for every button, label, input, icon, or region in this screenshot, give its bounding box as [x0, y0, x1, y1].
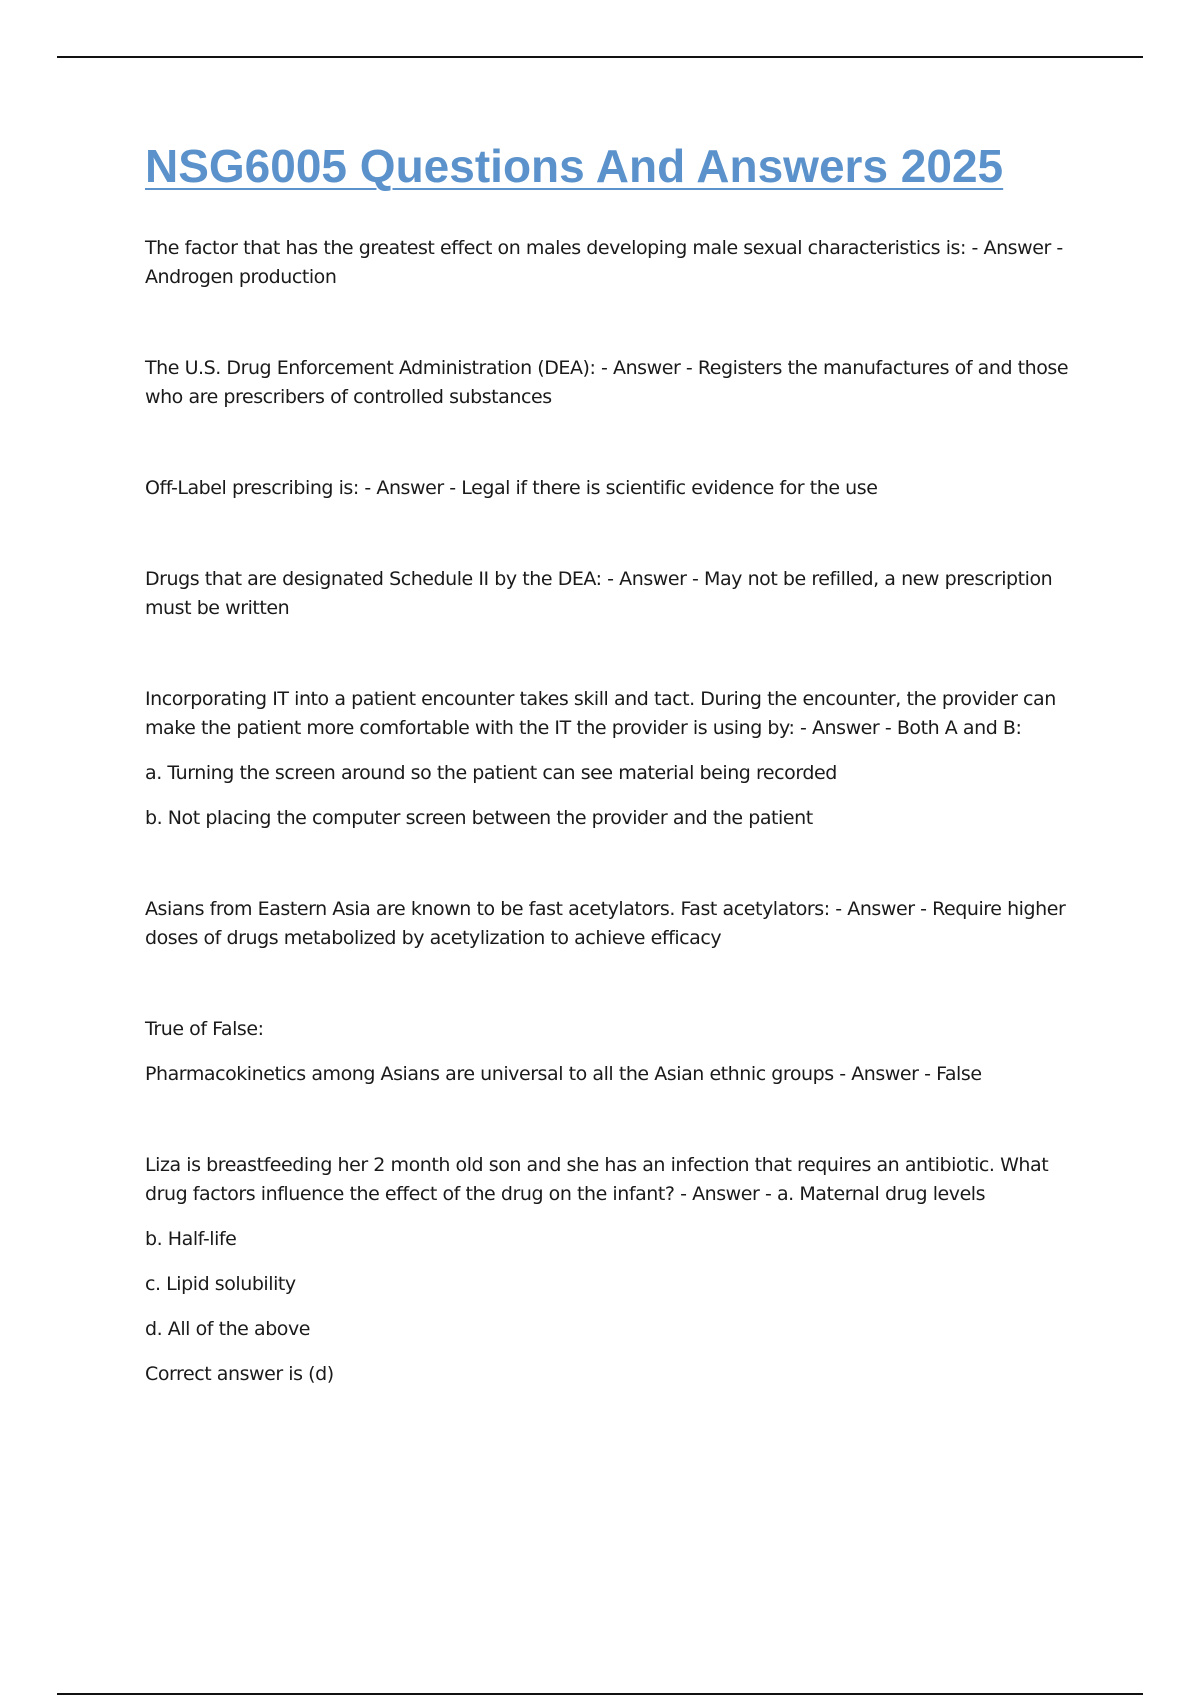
qa-text: Off-Label prescribing is: - Answer - Legal if there is scientific evidence for the use	[145, 477, 878, 499]
qa-item-7	[145, 1015, 1090, 1089]
qa-item-6	[145, 895, 1090, 953]
qa-text: The U.S. Drug Enforcement Administration (DEA): - Answer - Registers the manufactures of and those who are prescribers of controlled substances	[145, 357, 1069, 408]
header-rule	[57, 56, 1143, 58]
qa-correct-answer: Correct answer is (d)	[145, 1363, 334, 1385]
qa-item-2	[145, 354, 1090, 412]
qa-text: Drugs that are designated Schedule II by the DEA: - Answer - May not be refilled, a new prescription must be written	[145, 568, 1053, 619]
document-body	[145, 138, 1090, 1389]
qa-option: b. Half-life	[145, 1228, 237, 1250]
qa-text: True of False:	[145, 1018, 264, 1040]
qa-item-8	[145, 1151, 1090, 1389]
qa-text: Pharmacokinetics among Asians are universal to all the Asian ethnic groups - Answer - False	[145, 1063, 982, 1085]
qa-option: d. All of the above	[145, 1318, 311, 1340]
qa-text: The factor that has the greatest effect on males developing male sexual characteristics is: - Answer - Androgen production	[145, 237, 1063, 288]
qa-text: Asians from Eastern Asia are known to be fast acetylators. Fast acetylators: - Answer - Require higher doses of drugs metabolized by acetylization to achieve efficacy	[145, 898, 1066, 949]
qa-item-4	[145, 565, 1090, 623]
qa-text: Incorporating IT into a patient encounter takes skill and tact. During the encounter, the provider can make the patient more comfortable with the IT the provider is using by: - Answer - Both A and B:	[145, 688, 1056, 739]
qa-option: b. Not placing the computer screen between the provider and the patient	[145, 807, 813, 829]
qa-item-3	[145, 474, 1090, 503]
qa-option: c. Lipid solubility	[145, 1273, 296, 1295]
document-title: NSG6005 Questions And Answers 2025	[145, 140, 1004, 192]
qa-text: Liza is breastfeeding her 2 month old son and she has an infection that requires an antibiotic. What drug factors influence the effect of the drug on the infant? - Answer - a. Maternal drug levels	[145, 1154, 1049, 1205]
qa-item-5	[145, 685, 1090, 833]
qa-item-1	[145, 234, 1090, 292]
qa-option: a. Turning the screen around so the patient can see material being recorded	[145, 762, 837, 784]
footer-rule	[57, 1693, 1143, 1695]
